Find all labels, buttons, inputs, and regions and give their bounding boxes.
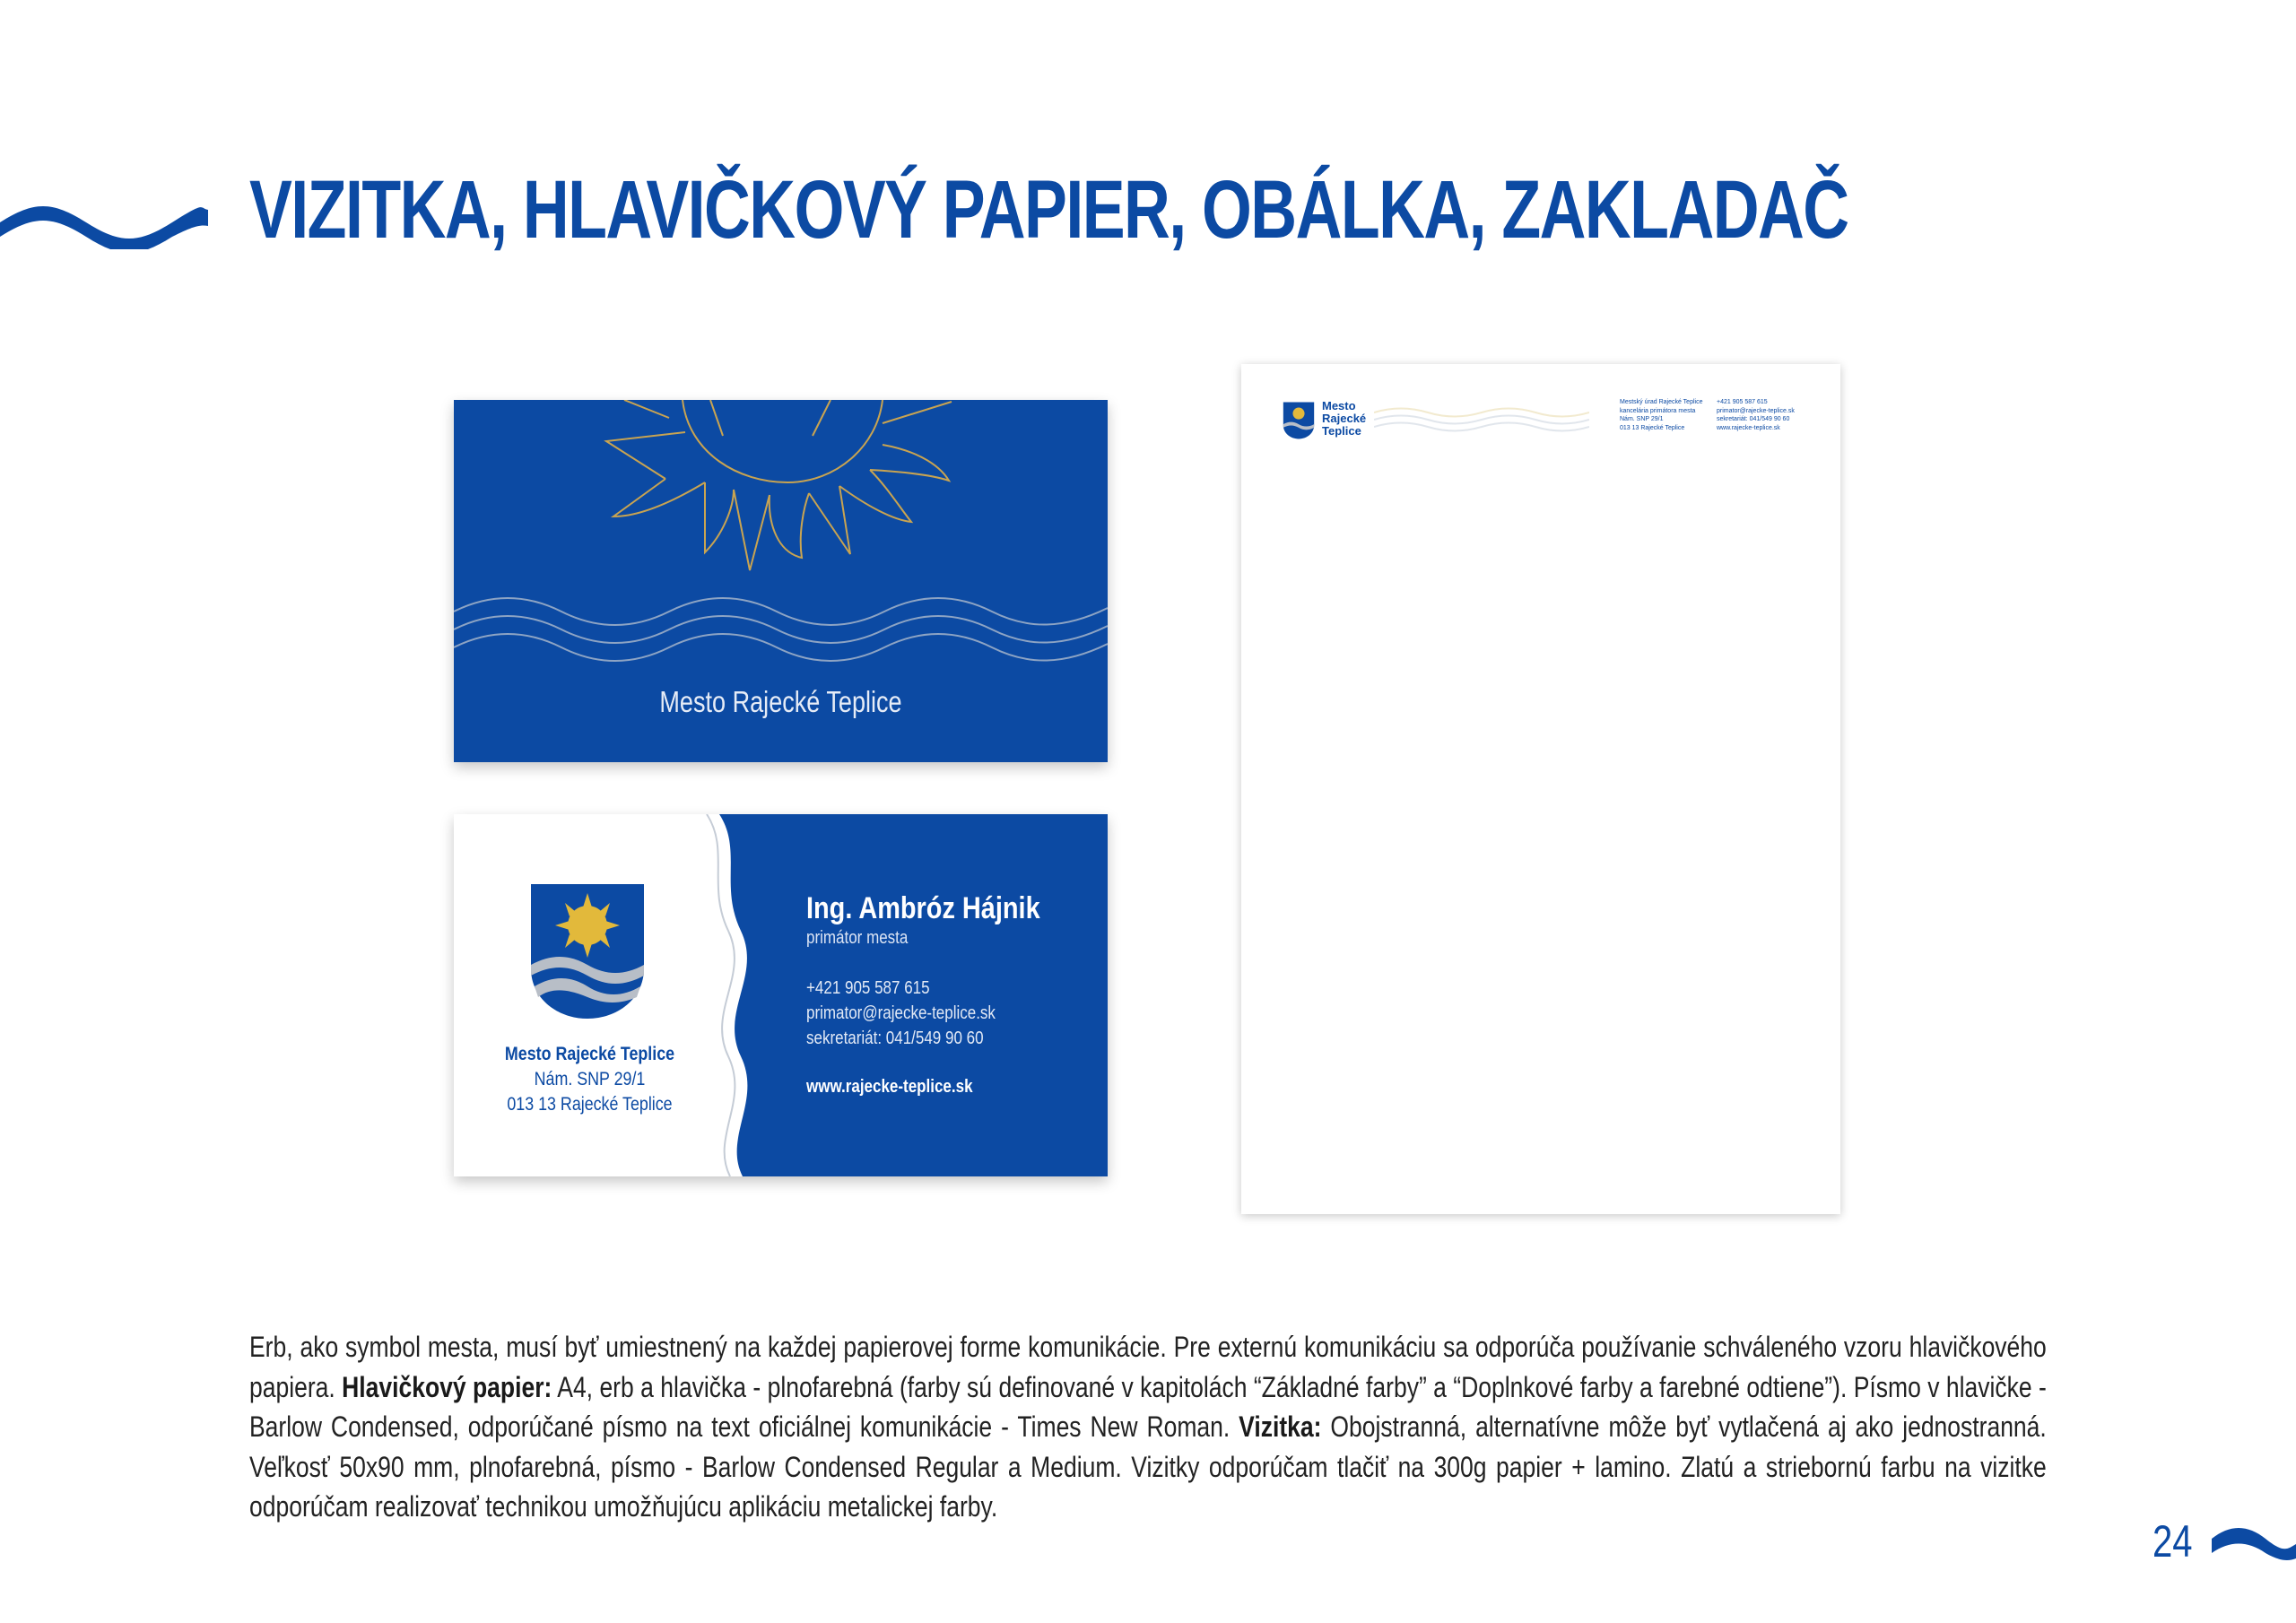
card-front-name: Mesto Rajecké Teplice (659, 685, 902, 718)
letterhead-paper (1241, 364, 1840, 1214)
card-email: primator@rajecke-teplice.sk (806, 1003, 996, 1023)
card-address-zip: 013 13 Rajecké Teplice (507, 1094, 673, 1115)
card-person-role: primátor mesta (806, 928, 909, 948)
card-address-city: Mesto Rajecké Teplice (504, 1044, 675, 1064)
card-person-name: Ing. Ambróz Hájnik (806, 891, 1040, 925)
description-paragraph: Erb, ako symbol mesta, musí byť umiestnený na každej papierovej forme komunikácie. Pre externú komunikáciu sa odporúča používanie schváleného vzoru hlavičkového papiera. Hlavičkový papier: A4, erb a hlavička - plnofarebná (farby sú definované v kapitolách “Základné farby” a “Doplnkové farby a farebné odtiene”). Písmo v hlavičke - Barlow Condensed, odporúčané písmo na text oficiálnej komunikácie - Times New Roman. Vizitka: Obojstranná, alternatívne môže byť vytlačená aj ako jednostranná. Veľkosť 50x90 mm, plnofarebná, písmo - Barlow Condensed Regular a Medium. Vizitky odporúčam tlačiť na 300g papier + lamino. Zlatú a striebornú farbu na vizitke odporúčam realizovať technikou umožňujúcu aplikáciu metalickej farby. (249, 1331, 2047, 1523)
letterhead-brand: Mesto Rajecké Teplice (1322, 399, 1367, 438)
title-wave-icon (0, 195, 208, 249)
card-phone: +421 905 587 615 (806, 978, 930, 998)
card-address (490, 1042, 690, 1117)
footer-wave-icon (2212, 1517, 2296, 1566)
page-number: 24 (2152, 1516, 2193, 1567)
letterhead-address-column: Mestský úrad Rajecké Teplice kancelária primátora mesta Nám. SNP 29/1 013 13 Rajecké Teplice (1620, 399, 1703, 431)
letterhead-wave-icon (1374, 405, 1589, 432)
card-office-phone: sekretariát: 041/549 90 60 (806, 1028, 984, 1048)
business-card-label: Vizitka: (1239, 1410, 1322, 1443)
letterhead-crest-icon (1283, 402, 1315, 439)
letterhead-label: Hlavičkový papier: (342, 1370, 552, 1403)
page-title: VIZITKA, HLAVIČKOVÝ PAPIER, OBÁLKA, ZAKLADAČ (249, 164, 1848, 256)
card-website: www.rajecke-teplice.sk (806, 1077, 973, 1097)
card-address-street: Nám. SNP 29/1 (534, 1069, 646, 1089)
letterhead-contact-column: +421 905 587 615 primator@rajecke-teplice.sk sekretariát: 041/549 90 60 www.rajecke-teplice.sk (1717, 399, 1795, 431)
card-contact-info (806, 890, 1093, 1099)
city-crest-icon (529, 882, 646, 1020)
business-card-front (454, 400, 1108, 762)
business-card-back (454, 814, 1108, 1176)
